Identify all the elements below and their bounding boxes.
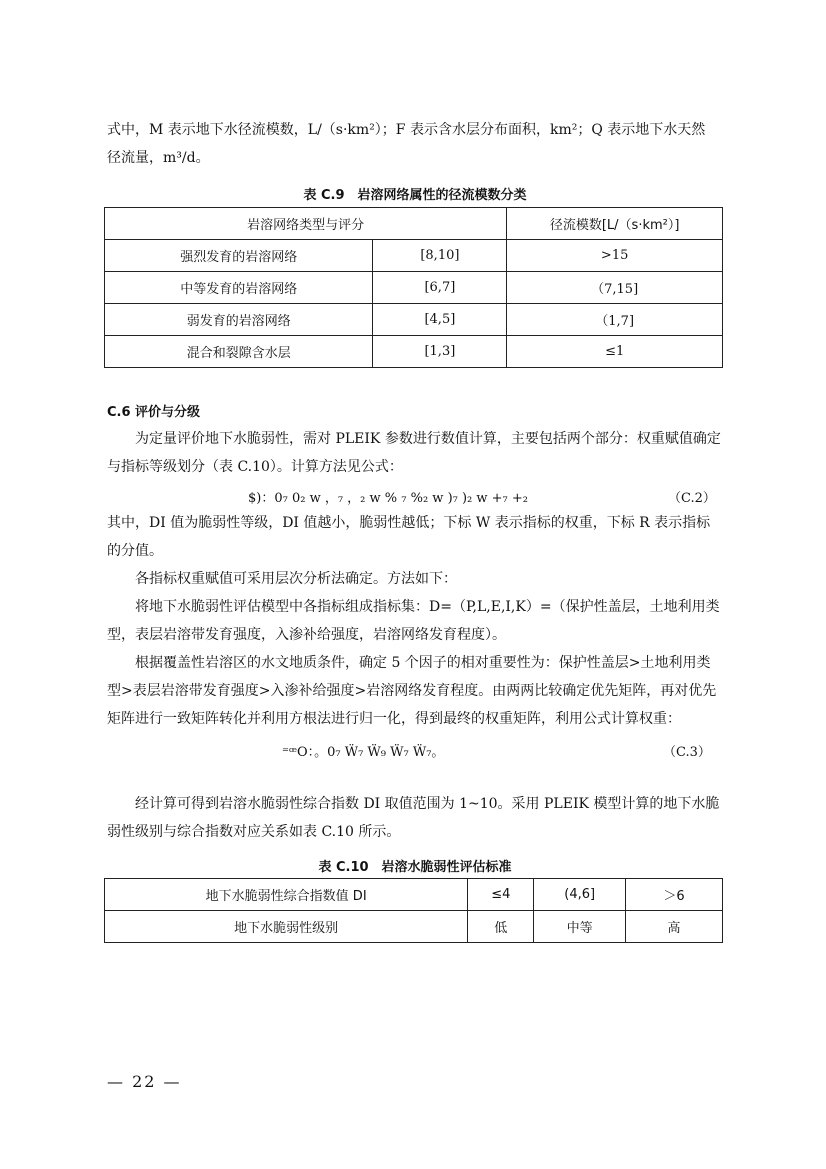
paragraph-4: 将地下水脆弱性评估模型中各指标组成指标集：D=（P,L,E,I,K）=（保护性盖层，土地利用类型，表层岩溶带发育强度，入渗补给强度，岩溶网络发育程度）。 (107, 599, 720, 643)
table-cell-type: 混合和裂隙含水层 (105, 336, 373, 368)
table-c9-caption: 表 C.9 岩溶网络属性的径流模数分类 (303, 188, 527, 203)
table-row (105, 336, 723, 368)
table-row (105, 272, 723, 304)
formula-c2-number: （C.2） (668, 491, 716, 506)
table-header-row (105, 208, 723, 240)
formula-c2: $)：0₇ 0₂ w ，₇ ，₂ w % ₇ %₂ w )₇ )₂ w +₇ +₂ (248, 491, 528, 506)
table-cell-modulus: （1,7] (507, 304, 723, 336)
table-header-high-range: ＞6 (626, 879, 723, 911)
table-cell-type: 强烈发育的岩溶网络 (105, 240, 373, 272)
paragraph-3: 各指标权重赋值可采用层次分析法确定。方法如下： (135, 571, 457, 587)
table-cell-level-label: 地下水脆弱性级别 (105, 911, 468, 943)
paragraph-2: 其中，DI 值为脆弱性等级，DI 值越小，脆弱性越低；下标 W 表示指标的权重，下标 R 表示指标的分值。 (107, 515, 711, 559)
paragraph-6: 经计算可得到岩溶水脆弱性综合指数 DI 取值范围为 1~10。采用 PLEIK 模型计算的地下水脆弱性级别与综合指数对应关系如表 C.10 所示。 (107, 796, 720, 840)
table-header-type-score: 岩溶网络类型与评分 (105, 208, 507, 240)
table-header-row (105, 879, 723, 911)
table-header-low-range: ≤4 (468, 879, 534, 911)
table-cell-score: [1,3] (373, 336, 507, 368)
table-c10-caption: 表 C.10 岩溶水脆弱性评估标准 (318, 860, 512, 875)
page-number: — 22 — (107, 1072, 182, 1091)
paragraph-5: 根据覆盖性岩溶区的水文地质条件，确定 5 个因子的相对重要性为：保护性盖层>土地利用类型>表层岩溶带发育强度>入渗补给强度>岩溶网络发育程度。由两两比较确定优先矩阵，再对优先矩阵进行一致矩阵转化并利用方根法进行归一化，得到最终的权重矩阵，利用公式计算权重： (107, 655, 717, 727)
table-cell-score: [8,10] (373, 240, 507, 272)
paragraph-1: 为定量评价地下水脆弱性，需对 PLEIK 参数进行数值计算，主要包括两个部分：权重赋值确定与指标等级划分（表 C.10）。计算方法见公式： (107, 431, 721, 475)
table-c10 (104, 878, 723, 943)
table-cell-medium: 中等 (534, 911, 626, 943)
intro-line-1: 式中，M 表示地下水径流模数，L/（s·km²）；F 表示含水层分布面积，km²；Q 表示地下水天然 (107, 122, 706, 138)
table-cell-modulus: >15 (507, 240, 723, 272)
table-header-di: 地下水脆弱性综合指数值 DI (105, 879, 468, 911)
section-heading: C.6 评价与分级 (107, 405, 201, 420)
table-row (105, 304, 723, 336)
formula-c3-number: （C.3） (663, 745, 711, 760)
table-row (105, 911, 723, 943)
table-cell-type: 中等发育的岩溶网络 (105, 272, 373, 304)
table-c9 (104, 207, 723, 368)
table-cell-low: 低 (468, 911, 534, 943)
table-cell-modulus: （7,15] (507, 272, 723, 304)
intro-line-2: 径流量，m³/d。 (107, 150, 210, 166)
table-row (105, 240, 723, 272)
formula-c3: ⁼ꟹO：。0₇ Ẅ₇ Ẅ₉ Ẅ₇ Ẅ₇。 (282, 745, 445, 760)
table-cell-high: 高 (626, 911, 723, 943)
table-cell-score: [4,5] (373, 304, 507, 336)
table-cell-modulus: ≤1 (507, 336, 723, 368)
table-cell-type: 弱发育的岩溶网络 (105, 304, 373, 336)
table-cell-score: [6,7] (373, 272, 507, 304)
table-header-mid-range: (4,6] (534, 879, 626, 911)
table-header-modulus: 径流模数[L/（s·km²）] (507, 208, 723, 240)
